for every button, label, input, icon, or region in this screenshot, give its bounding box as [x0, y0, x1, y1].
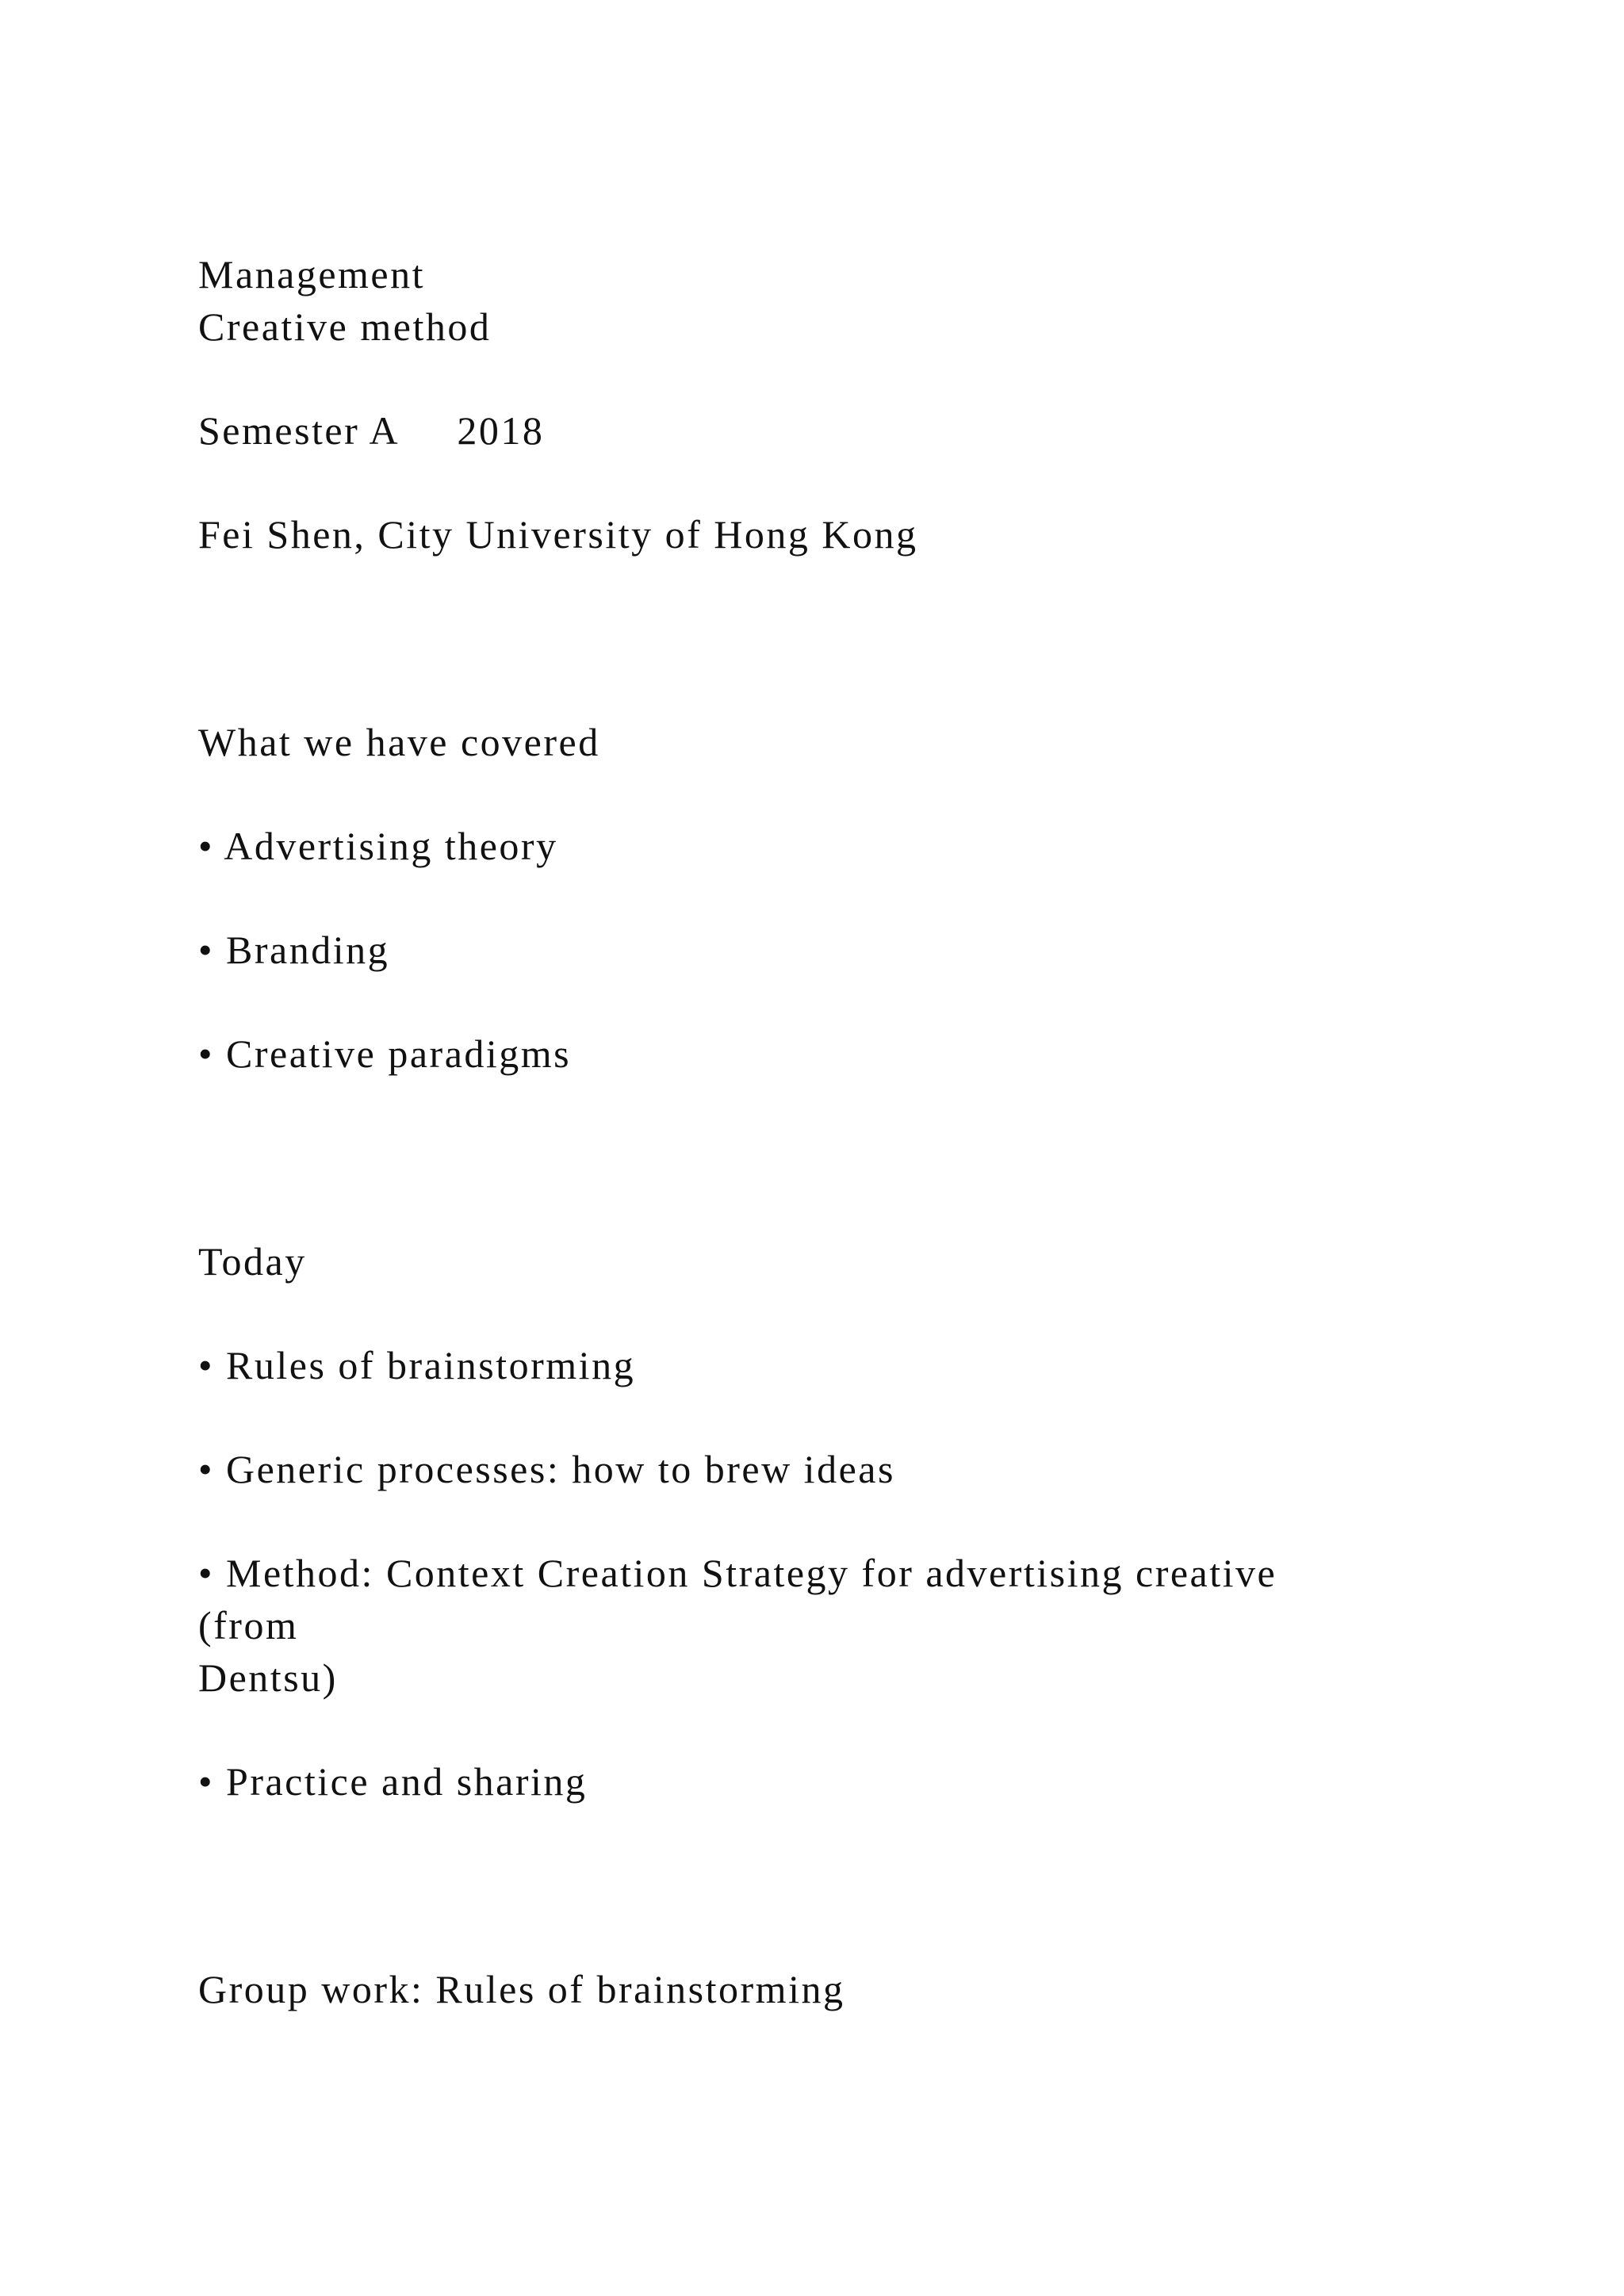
title-line-management: Management — [198, 252, 426, 297]
semester-line: Semester A 2018 — [198, 408, 545, 453]
list-item-continuation: (from — [198, 1603, 299, 1647]
section-heading-group-work: Group work: Rules of brainstorming — [198, 1967, 845, 2011]
list-item: • Rules of brainstorming — [198, 1343, 636, 1387]
list-item: • Method: Context Creation Strategy for advertising creative — [198, 1551, 1277, 1595]
title-line-creative-method: Creative method — [198, 304, 492, 349]
section-heading-today: Today — [198, 1239, 307, 1284]
author-line: Fei Shen, City University of Hong Kong — [198, 512, 918, 557]
list-item: • Practice and sharing — [198, 1759, 588, 1804]
list-item: • Creative paradigms — [198, 1031, 572, 1076]
list-item: • Advertising theory — [198, 824, 558, 868]
list-item-continuation: Dentsu) — [198, 1655, 338, 1700]
list-item: • Generic processes: how to brew ideas — [198, 1447, 895, 1491]
list-item: • Branding — [198, 928, 390, 972]
section-heading-covered: What we have covered — [198, 720, 600, 764]
